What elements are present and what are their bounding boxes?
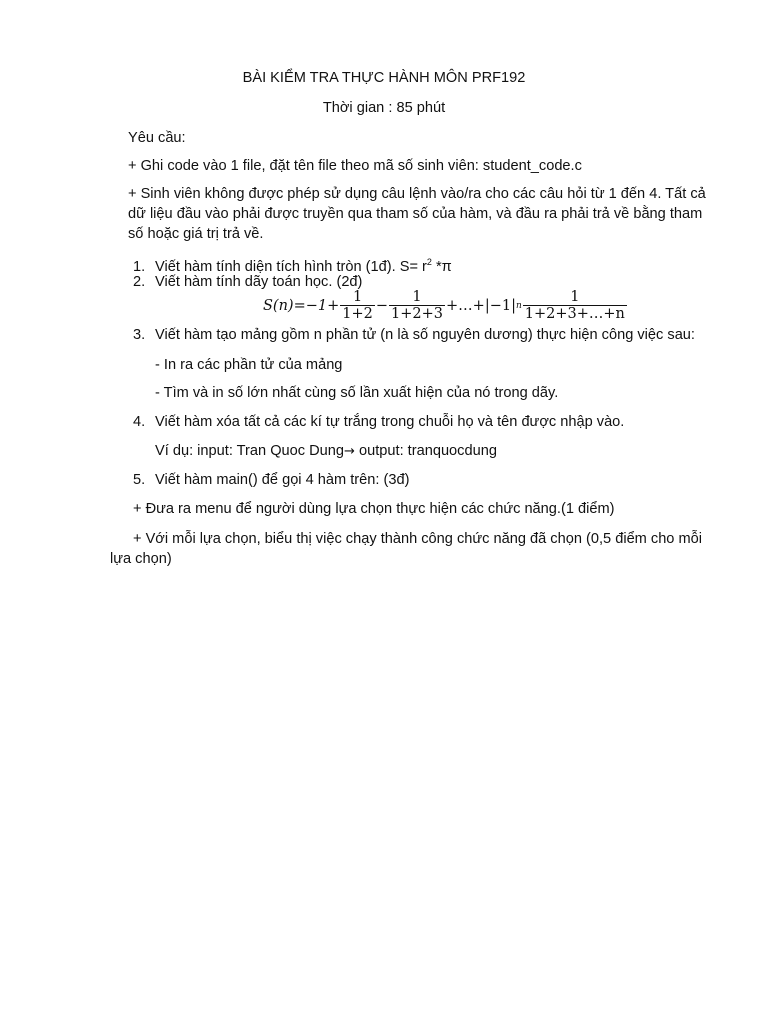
question-2-number: 2. [133,274,146,290]
example-input: Ví dụ: input: Tran Quoc Dung [155,443,345,459]
sequence-formula [263,288,628,324]
formula-middle: +…+|−1| [446,298,516,314]
requirement-2-line-3: số hoặc giá trị trả về. [128,226,264,242]
requirements-label: Yêu cầu: [128,130,186,146]
example-output: output: tranquocdung [354,443,497,459]
question-5 [133,470,409,490]
requirement-1: + Ghi code vào 1 file, đặt tên file theo mã số sinh viên: student_code.c [128,158,582,174]
doc-title: BÀI KIỂM TRA THỰC HÀNH MÔN PRF192 [242,70,526,86]
question-3-item-b: - Tìm và in số lớn nhất cùng số lần xuất hiện của nó trong dãy. [155,385,559,401]
question-5-item-a: + Đưa ra menu để người dùng lựa chọn thực hiện các chức năng.(1 điểm) [133,501,615,517]
question-4-text: Viết hàm xóa tất cả các kí tự trắng trong chuỗi họ và tên được nhập vào. [155,414,625,430]
question-4 [133,412,624,432]
requirement-2-line-2: dữ liệu đầu vào phải được truyền qua tham số của hàm, và đầu ra phải trả về bằng tham [128,206,703,222]
question-2-text: Viết hàm tính dãy toán học. (2đ) [155,274,363,290]
question-5-text: Viết hàm main() để gọi 4 hàm trên: (3đ) [155,472,410,488]
question-4-number: 4. [133,414,146,430]
formula-fraction-1 [340,290,375,322]
question-4-example [155,441,497,462]
formula-fraction-2 [389,290,445,322]
formula-exponent: n [515,301,522,311]
formula-lhs: S(n)=−1+ [263,298,340,314]
formula-minus: − [375,298,389,314]
doc-time: Thời gian : 85 phút [322,100,446,116]
question-5-item-b-line-1: + Với mỗi lựa chọn, biểu thị việc chạy thành công chức năng đã chọn (0,5 điểm cho mỗi [133,531,702,547]
requirement-2-line-1: + Sinh viên không được phép sử dụng câu lệnh vào/ra cho các câu hỏi từ 1 đến 4. Tất cả [128,186,706,202]
fraction-3-denominator: 1+2+3+…+n [524,306,625,322]
question-1-number: 1. [133,258,146,275]
formula-fraction-3 [523,290,627,322]
question-5-number: 5. [133,472,146,488]
question-5-item-b-line-2: lựa chọn) [110,551,172,567]
fraction-1-numerator: 1 [352,289,363,305]
fraction-2-numerator: 1 [412,289,422,305]
fraction-2-denominator: 1+2+3 [391,306,444,322]
question-1-superscript: 2 [426,257,432,267]
question-1-text: Viết hàm tính diện tích hình tròn (1đ). S= r [155,258,427,275]
question-3 [133,325,695,345]
fraction-1-denominator: 1+2 [342,306,373,322]
fraction-3-numerator: 1 [570,289,580,305]
question-3-text: Viết hàm tạo mảng gồm n phần tử (n là số nguyên dương) thực hiện công việc sau: [155,327,695,343]
question-3-item-a: - In ra các phần tử của mảng [155,357,343,373]
question-3-number: 3. [133,327,146,343]
arrow-right-icon: → [344,444,355,459]
question-1-tail: *π [431,258,452,275]
